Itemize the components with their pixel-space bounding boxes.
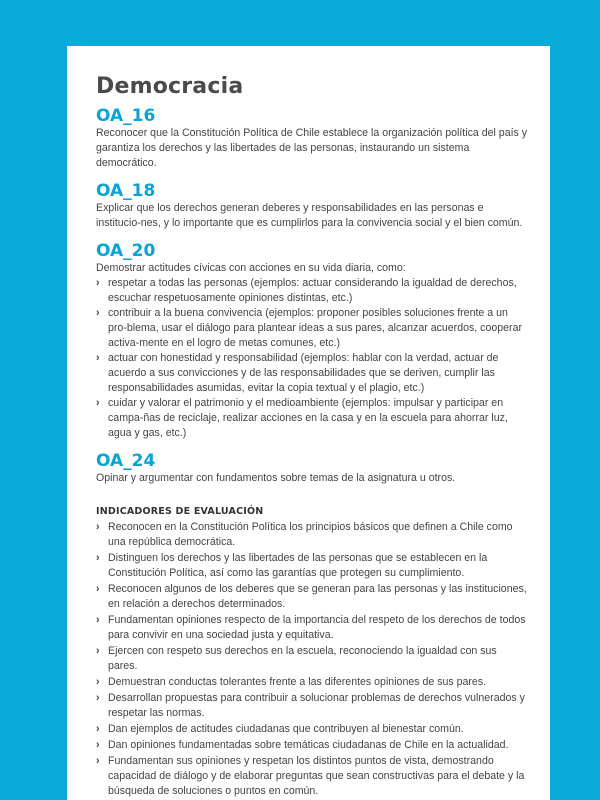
objective-oa18	[96, 181, 528, 231]
chevron-right-icon: ›	[96, 307, 100, 319]
chevron-right-icon: ›	[96, 692, 100, 704]
indicators-heading: INDICADORES DE EVALUACIÓN	[96, 506, 264, 517]
objective-oa20	[96, 241, 528, 441]
list-item: › Fundamentan sus opiniones y respetan los distintos puntos de vista, demostrando capacidad de diálogo y de elaborar preguntas que sean constructivas para el debate y la búsqueda de soluciones o puntos en común.	[96, 755, 525, 797]
objective-text: Opinar y argumentar con fundamentos sobre temas de la asignatura u otros.	[96, 472, 456, 484]
chevron-right-icon: ›	[96, 739, 100, 751]
objective-oa24	[96, 451, 528, 486]
chevron-right-icon: ›	[96, 277, 100, 289]
objective-code: OA_16	[96, 106, 156, 126]
list-item: › Reconocen en la Constitución Política los principios básicos que definen a Chile como una república democrática.	[96, 521, 513, 548]
chevron-right-icon: ›	[96, 614, 100, 626]
list-item: › Dan opiniones fundamentadas sobre temáticas ciudadanas de Chile en la actualidad.	[96, 739, 509, 751]
list-item: › Fundamentan opiniones respecto de la importancia del respeto de los derechos de todos para convivir en una sociedad justa y equitativa.	[96, 614, 526, 641]
objective-code: OA_18	[96, 181, 156, 201]
chevron-right-icon: ›	[96, 755, 100, 767]
indicators-section	[96, 506, 528, 799]
chevron-right-icon: ›	[96, 723, 100, 735]
chevron-right-icon: ›	[96, 352, 100, 364]
chevron-right-icon: ›	[96, 552, 100, 564]
list-item: › Ejercen con respeto sus derechos en la escuela, reconociendo la igualdad con sus pares.	[96, 645, 497, 672]
objective-oa16	[96, 106, 528, 171]
list-item: › Dan ejemplos de actitudes ciudadanas que contribuyen al bienestar común.	[96, 723, 464, 735]
list-item: › Demuestran conductas tolerantes frente a las diferentes opiniones de sus pares.	[96, 676, 487, 688]
list-item: › Reconocen algunos de los deberes que se generan para las personas y las instituciones, en relación a derechos determinados.	[96, 583, 527, 610]
objective-list	[96, 276, 528, 441]
document-page	[67, 46, 550, 800]
objective-code: OA_20	[96, 241, 156, 261]
objective-text: Demostrar actitudes cívicas con acciones en su vida diaria, como:	[96, 262, 406, 274]
list-item: › actuar con honestidad y responsabilidad (ejemplos: hablar con la verdad, actuar de acuerdo a sus convicciones y de las responsabilidades que se deriven, cumplir las responsabilidades asumidas, evitar la copia textual y el plagio, etc.)	[96, 352, 499, 394]
chevron-right-icon: ›	[96, 583, 100, 595]
chevron-right-icon: ›	[96, 397, 100, 409]
indicators-list	[96, 520, 528, 799]
list-item: › respetar a todas las personas (ejemplos: actuar considerando la igualdad de derechos, escuchar respetuosamente opiniones distintas, etc.)	[96, 277, 517, 304]
chevron-right-icon: ›	[96, 645, 100, 657]
list-item: › contribuir a la buena convivencia (ejemplos: proponer posibles soluciones frente a un pro-blema, usar el diálogo para plantear ideas a sus pares, alcanzar acuerdos, cooperar activa-mente en el logro de metas comunes, etc.)	[96, 307, 522, 349]
objective-code: OA_24	[96, 451, 156, 471]
objective-text: Reconocer que la Constitución Política de Chile establece la organización política del país y garantiza los derechos y las libertades de las personas, instaurando un sistema democrático.	[96, 127, 528, 169]
list-item: › Distinguen los derechos y las libertades de las personas que se establecen en la Constitución Política, así como las garantías que protegen su cumplimiento.	[96, 552, 488, 579]
list-item: › Desarrollan propuestas para contribuir a solucionar problemas de derechos vulnerados y respetar las normas.	[96, 692, 525, 719]
list-item: › cuidar y valorar el patrimonio y el medioambiente (ejemplos: impulsar y participar en campa-ñas de reciclaje, realizar acciones en la casa y en la escuela para ahorrar luz, agua y gas, etc.)	[96, 397, 508, 439]
objective-text: Explicar que los derechos generan deberes y responsabilidades en las personas e institucio-nes, y lo importante que es cumplirlos para la convivencia social y el bien común.	[96, 202, 523, 229]
chevron-right-icon: ›	[96, 676, 100, 688]
page-title: Democracia	[96, 74, 244, 99]
chevron-right-icon: ›	[96, 521, 100, 533]
